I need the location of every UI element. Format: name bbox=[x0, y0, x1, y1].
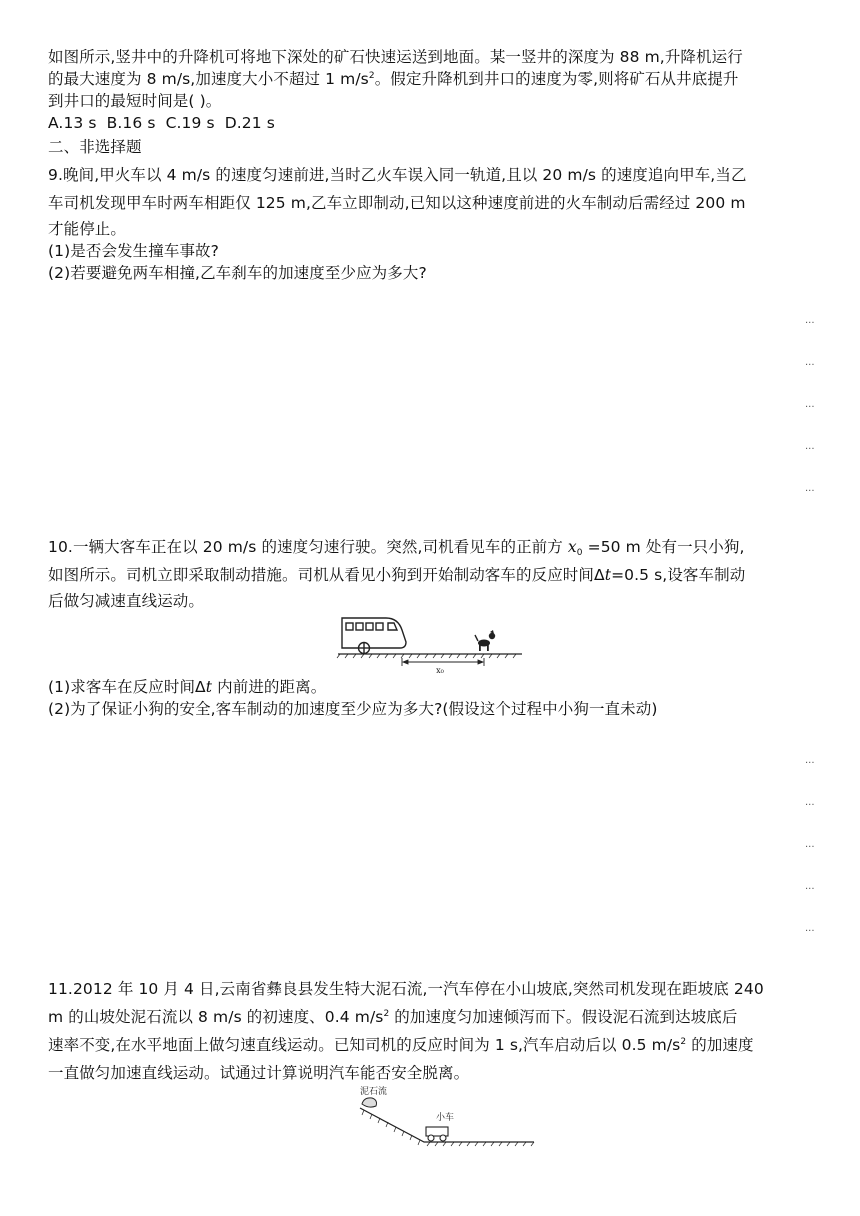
margin-mark: ... bbox=[805, 755, 815, 766]
dog-illustration bbox=[475, 630, 495, 651]
car-illustration bbox=[426, 1127, 448, 1141]
margin-mark: ... bbox=[805, 357, 815, 368]
section-heading: 二、非选择题 bbox=[48, 138, 142, 156]
q9-subquestion-2: (2)若要避免两车相撞,乙车刹车的加速度至少应为多大? bbox=[48, 264, 427, 282]
q8-line-2: 的最大速度为 8 m/s,加速度大小不超过 1 $m/s^2$。假定升降机到井口的速度为零,则将矿石从井底提升 bbox=[48, 70, 739, 88]
q8-options: A.13 s B.16 s C.19 s D.21 s bbox=[48, 114, 275, 132]
question-10-subquestions bbox=[48, 676, 813, 720]
question-10 bbox=[48, 536, 813, 612]
margin-mark: ... bbox=[805, 839, 815, 850]
q8-line-3: 到井口的最短时间是( )。 bbox=[48, 92, 222, 110]
margin-mark: ... bbox=[805, 315, 815, 326]
q10-line-1: 10.一辆大客车正在以 20 m/s 的速度匀速行驶。突然,司机看见车的正前方 $x_0 =50$ m 处有一只小狗, bbox=[48, 538, 745, 558]
car-label: 小车 bbox=[436, 1113, 455, 1123]
margin-mark: ... bbox=[805, 881, 815, 892]
q9-line-3: 才能停止。 bbox=[48, 220, 127, 238]
q8-line-1: 如图所示,竖井中的升降机可将地下深处的矿石快速运送到地面。某一竖井的深度为 88 m,升降机运行 bbox=[48, 48, 743, 66]
distance-label: x₀ bbox=[436, 666, 444, 675]
q9-line-2: 车司机发现甲车时两车相距仅 125 m,乙车立即制动,已知以这种速度前进的火车制动后需经过 200 m bbox=[48, 194, 746, 212]
margin-mark: ... bbox=[805, 441, 815, 452]
q11-line-1: 11.2012 年 10 月 4 日,云南省彝良县发生特大泥石流,一汽车停在小山坡底,突然司机发现在距坡底 240 bbox=[48, 980, 764, 998]
q9-subquestion-1: (1)是否会发生撞车事故? bbox=[48, 242, 219, 260]
q11-line-3: 速率不变,在水平地面上做匀速直线运动。已知司机的反应时间为 1 s,汽车启动后以 0.5 $m/s^2$ 的加速度 bbox=[48, 1036, 754, 1054]
question-9 bbox=[48, 164, 813, 284]
q10-subquestion-1: (1)求客车在反应时间Δt 内前进的距离。 bbox=[48, 678, 327, 696]
question-11 bbox=[48, 978, 813, 1084]
q10-line-3: 后做匀减速直线运动。 bbox=[48, 592, 205, 610]
mudslide-label: 泥石流 bbox=[360, 1087, 388, 1097]
mudslide-blob bbox=[362, 1098, 377, 1107]
q11-line-4: 一直做匀加速直线运动。试通过计算说明汽车能否安全脱离。 bbox=[48, 1064, 470, 1082]
q10-line-2: 如图所示。司机立即采取制动措施。司机从看见小狗到开始制动客车的反应时间Δt=0.5 s,设客车制动 bbox=[48, 566, 746, 584]
margin-mark: ... bbox=[805, 483, 815, 494]
ground-line bbox=[337, 654, 522, 658]
margin-mark: ... bbox=[805, 923, 815, 934]
q10-subquestion-2: (2)为了保证小狗的安全,客车制动的加速度至少应为多大?(假设这个过程中小狗一直未动) bbox=[48, 700, 658, 718]
question-8 bbox=[48, 46, 813, 134]
q9-line-1: 9.晚间,甲火车以 4 m/s 的速度匀速前进,当时乙火车误入同一轨道,且以 20 m/s 的速度追向甲车,当乙 bbox=[48, 166, 747, 184]
bus-illustration bbox=[342, 618, 406, 654]
mudslide-figure bbox=[354, 1084, 538, 1154]
bus-dog-figure bbox=[336, 608, 526, 676]
margin-mark: ... bbox=[805, 399, 815, 410]
margin-mark: ... bbox=[805, 797, 815, 808]
q11-line-2: m 的山坡处泥石流以 8 m/s 的初速度、0.4 $m/s^2$ 的加速度匀加速倾泻而下。假设泥石流到达坡底后 bbox=[48, 1008, 738, 1026]
distance-arrow bbox=[402, 658, 484, 666]
